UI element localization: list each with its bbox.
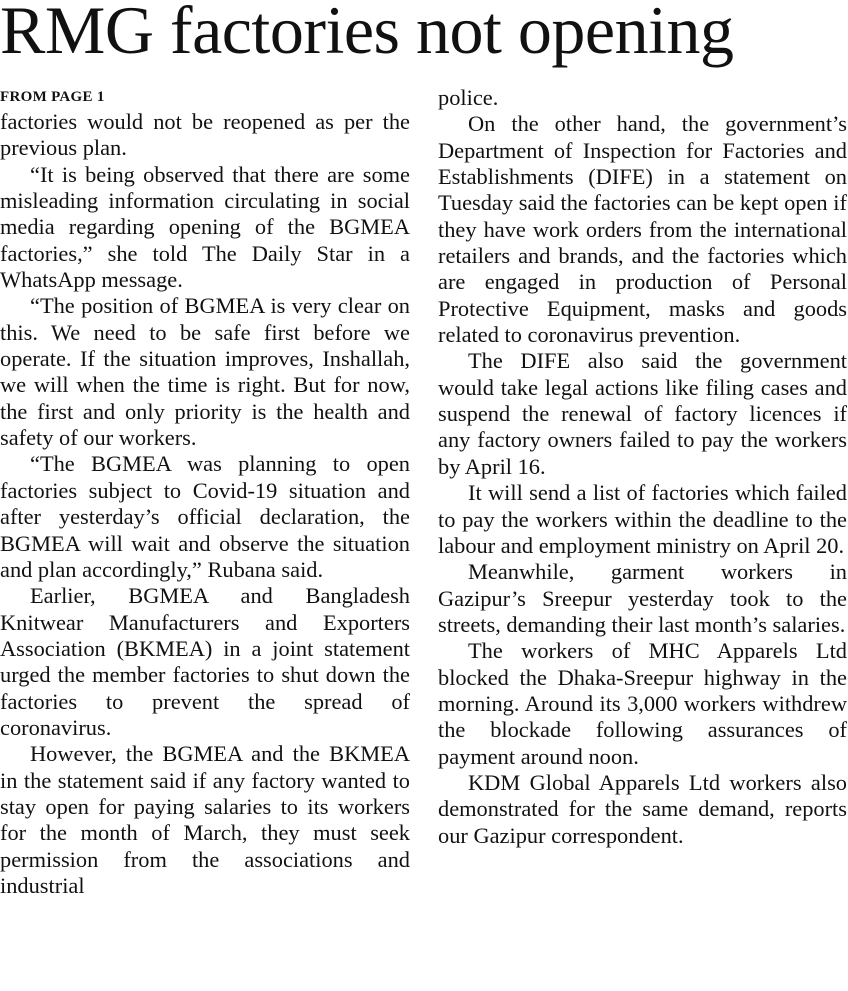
continuation-kicker: FROM PAGE 1	[0, 89, 105, 105]
paragraph: “It is being observed that there are some misleading information circulating in social media regarding opening of the BGMEA factories,” she told The Daily Star in a WhatsApp message.	[0, 161, 410, 293]
paragraph: Meanwhile, garment workers in Gazipur’s Sreepur yesterday took to the streets, demanding their last month’s salaries.	[438, 559, 847, 637]
article-column-left	[0, 85, 410, 899]
paragraph: Earlier, BGMEA and Bangladesh Knitwear Manufacturers and Exporters Association (BKMEA) in a joint statement urged the member factories to shut down the factories to prevent the spread of coronavirus.	[0, 583, 410, 740]
headline: RMG factories not opening	[0, 0, 734, 68]
paragraph: The workers of MHC Apparels Ltd blocked the Dhaka-Sreepur highway in the morning. Around its 3,000 workers withdrew the blockade following assurances of payment around noon.	[438, 638, 847, 769]
paragraph: “The BGMEA was planning to open factories subject to Covid-19 situation and after yesterday’s official declaration, the BGMEA will wait and observe the situation and plan accordingly,” Rubana said.	[0, 451, 410, 582]
paragraph: KDM Global Apparels Ltd workers also demonstrated for the same demand, reports our Gazipur correspondent.	[438, 769, 847, 848]
paragraph: On the other hand, the government’s Department of Inspection for Factories and Establishments (DIFE) in a statement on Tuesday said the factories can be kept open if they have work orders from the international retailers and brands, and the factories which are engaged in production of Personal Protective Equipment, masks and goods related to coronavirus prevention.	[438, 111, 847, 348]
article-column-right	[438, 85, 847, 849]
paragraph: The DIFE also said the government would take legal actions like filing cases and suspend the renewal of factory licences if any factory owners failed to pay the workers by April 16.	[438, 348, 847, 479]
paragraph: police.	[438, 85, 499, 110]
paragraph: factories would not be reopened as per the previous plan.	[0, 109, 410, 161]
paragraph: “The position of BGMEA is very clear on this. We need to be safe first before we operate. If the situation improves, Inshallah, we will when the time is right. But for now, the first and only priority is the health and safety of our workers.	[0, 293, 410, 451]
paragraph: It will send a list of factories which failed to pay the workers within the deadline to the labour and employment ministry on April 20.	[438, 480, 847, 558]
paragraph: However, the BGMEA and the BKMEA in the statement said if any factory wanted to stay open for paying salaries to its workers for the month of March, they must seek permission from the associations and industrial	[0, 741, 410, 898]
